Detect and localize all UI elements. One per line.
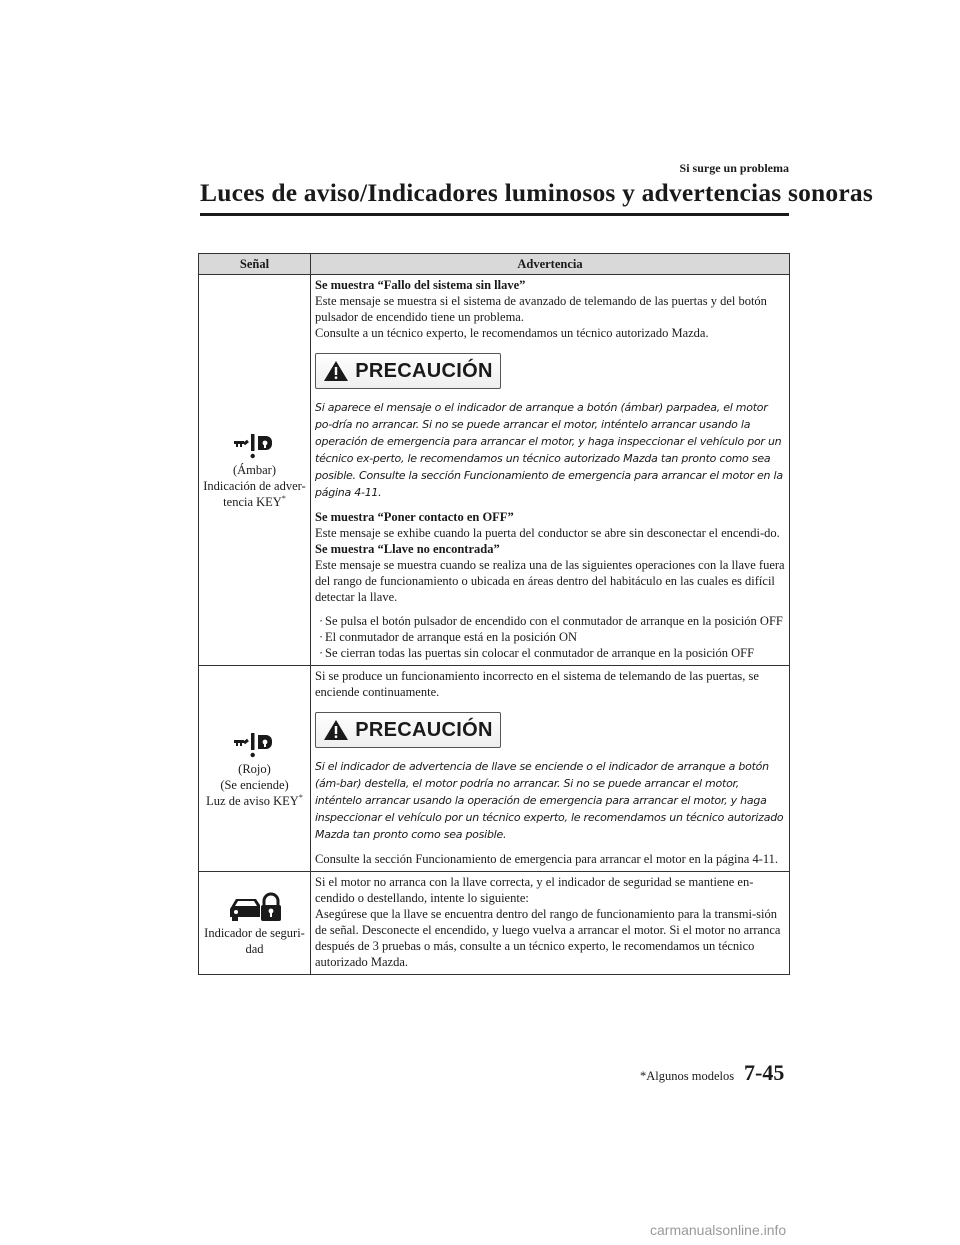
- key-warning-icon: [232, 729, 278, 759]
- signal-label-line: (Ámbar): [232, 463, 277, 477]
- message-body: Este mensaje se exhibe cuando la puerta del conductor se abre sin desconectar el encendi-do.: [315, 526, 780, 540]
- signal-label-line: dad: [245, 942, 264, 956]
- col-header-signal: Señal: [199, 254, 311, 275]
- title-divider: [200, 213, 789, 216]
- message-body: Consulte a un técnico experto, le recomendamos un técnico autorizado Mazda.: [315, 326, 709, 340]
- list-item: · El conmutador de arranque está en la posición ON: [319, 630, 577, 644]
- signal-label-line: Indicación de adver-: [203, 479, 306, 493]
- message-body: Si se produce un funcionamiento incorrecto en el sistema de telemando de las puertas, se enciende continuamente.: [315, 669, 759, 699]
- caution-banner: [315, 353, 501, 389]
- key-warning-icon: [232, 430, 278, 460]
- condition-list: [315, 613, 785, 661]
- table-row: [199, 275, 790, 666]
- security-car-lock-icon: [228, 889, 282, 923]
- section-label: Si surge un problema: [679, 161, 789, 175]
- table-row: [199, 872, 790, 975]
- message-body: Si el motor no arranca con la llave correcta, y el indicador de seguridad se mantiene en-cendido o destellando, intente lo siguiente:: [315, 875, 754, 905]
- signal-label-line: Indicador de seguri-: [204, 926, 305, 940]
- message-title: Se muestra “Llave no encontrada”: [315, 542, 500, 556]
- watermark: carmanualsonline.info: [650, 1222, 787, 1238]
- page-title: Luces de aviso/Indicadores luminosos y advertencias sonoras: [200, 178, 873, 207]
- caution-label: PRECAUCIÓN: [355, 719, 493, 741]
- caution-text: Si aparece el mensaje o el indicador de arranque a botón (ámbar) parpadea, el motor po-dría no arrancar. Si no se puede arrancar el motor, inténtelo arrancar usando la operación de emergencia para arrancar el motor, y haga inspeccionar el vehículo por un técnico ex-perto, le recomendamos un técnico autorizado Mazda tan pronto como sea posible. Consulte la sección Funcionamiento de emergencia para arrancar el motor en la página 4-11.: [315, 401, 783, 499]
- warning-cell: [311, 872, 790, 975]
- footnote: *Algunos modelos: [640, 1069, 735, 1083]
- page-number: 7-45: [744, 1060, 785, 1085]
- warning-triangle-icon: [323, 360, 349, 382]
- message-body: Asegúrese que la llave se encuentra dentro del rango de funcionamiento para la transmi-sión de señal. Desconecte el encendido, y luego vuelva a arrancar el motor. Si el motor no arranca después de 3 pruebas o más, consulte a un técnico experto, le recomendamos un técnico autorizado Mazda.: [315, 907, 781, 969]
- signal-cell: [199, 872, 311, 975]
- message-title: Se muestra “Poner contacto en OFF”: [315, 510, 514, 524]
- signal-cell: [199, 666, 311, 872]
- signal-label-line: Luz de aviso KEY: [206, 793, 299, 808]
- caution-text: Si el indicador de advertencia de llave se enciende o el indicador de arranque a botón (ám-bar) destella, el motor podría no arrancar. Si no se puede arrancar el motor, inténtelo arrancar usando la operación de emergencia para arrancar el motor, y haga inspeccionar el vehículo por un técnico experto, le recomendamos un técnico autorizado Mazda tan pronto como sea posible.: [315, 760, 784, 841]
- message-title: Se muestra “Fallo del sistema sin llave”: [315, 278, 526, 292]
- message-body: Este mensaje se muestra cuando se realiza una de las siguientes operaciones con la llave fuera del rango de funcionamiento o ubicada en áreas dentro del habitáculo en las cuales es difícil detectar la llave.: [315, 558, 785, 604]
- signal-cell: [199, 275, 311, 666]
- caution-label: PRECAUCIÓN: [355, 360, 493, 382]
- warning-triangle-icon: [323, 719, 349, 741]
- footnote-marker: *: [298, 792, 303, 802]
- col-header-warning: Advertencia: [311, 254, 790, 275]
- caution-banner: [315, 712, 501, 748]
- warning-cell: [311, 666, 790, 872]
- signal-label-line: (Rojo): [238, 761, 271, 776]
- table-row: [199, 666, 790, 872]
- message-body: Consulte la sección Funcionamiento de emergencia para arrancar el motor en la página 4-11.: [315, 852, 779, 866]
- warning-table: [198, 253, 790, 975]
- list-item: · Se pulsa el botón pulsador de encendido con el conmutador de arranque en la posición OFF: [319, 614, 783, 628]
- list-item: · Se cierran todas las puertas sin colocar el conmutador de arranque en la posición OFF: [319, 646, 755, 660]
- signal-label-line: tencia KEY: [223, 495, 282, 509]
- message-body: Este mensaje se muestra si el sistema de avanzado de telemando de las puertas y del botón pulsador de encendido tiene un problema.: [315, 294, 767, 324]
- warning-cell: [311, 275, 790, 666]
- signal-label-line: (Se enciende): [220, 777, 289, 792]
- footnote-marker: *: [281, 493, 286, 503]
